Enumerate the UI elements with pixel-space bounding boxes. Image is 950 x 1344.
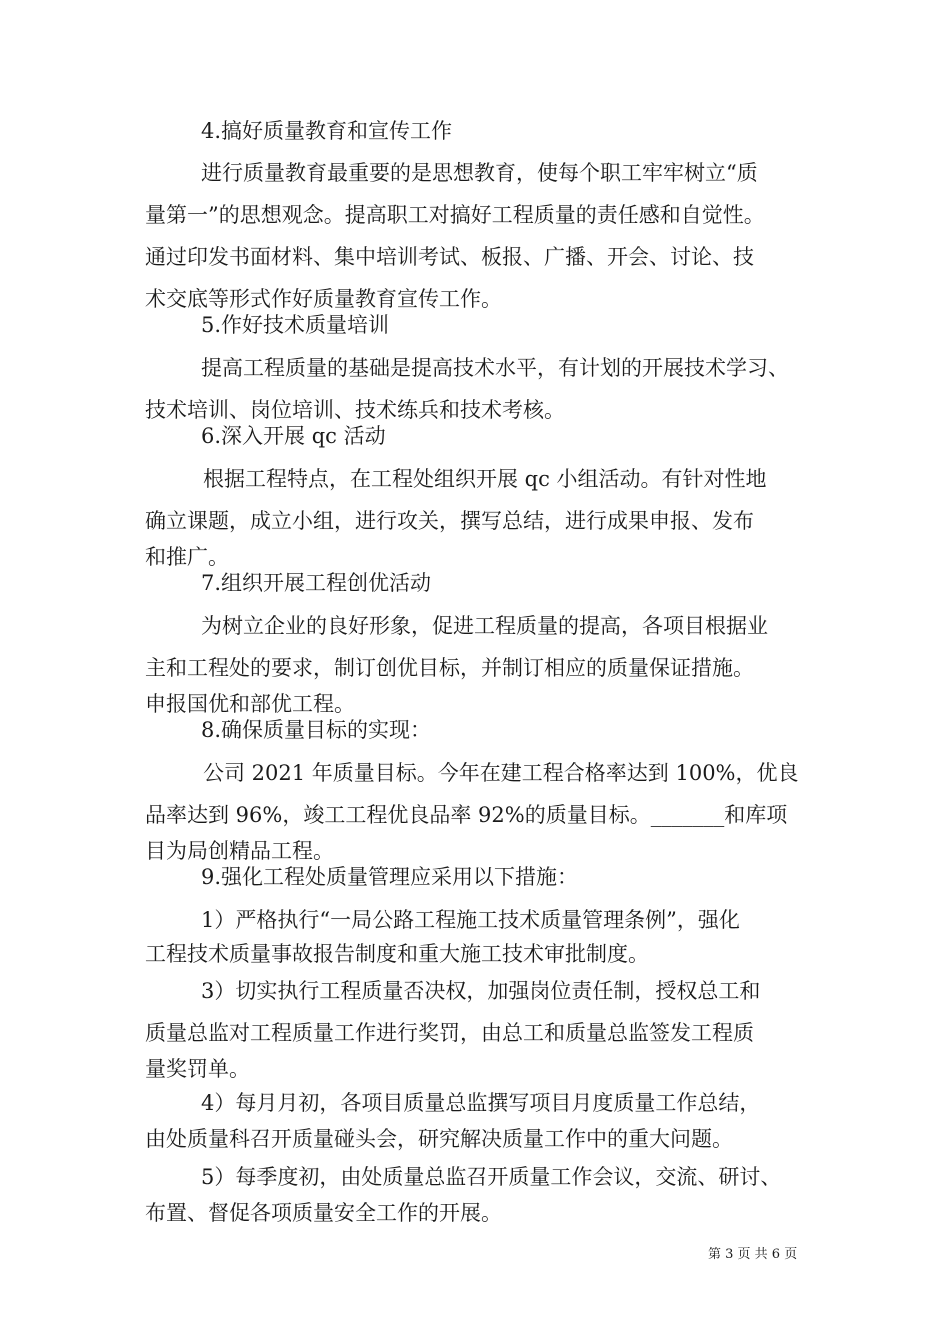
paragraph-line: 和推广。 bbox=[145, 545, 229, 569]
paragraph-line: 进行质量教育最重要的是思想教育，使每个职工牢牢树立“质 bbox=[201, 161, 758, 185]
paragraph-line: 5）每季度初，由处质量总监召开质量工作会议，交流、研讨、 bbox=[201, 1165, 782, 1189]
heading-7: 7.组织开展工程创优活动 bbox=[201, 571, 432, 595]
paragraph-line: 工程技术质量事故报告制度和重大施工技术审批制度。 bbox=[145, 942, 649, 966]
paragraph-line: 确立课题，成立小组，进行攻关，撰写总结，进行成果申报、发布 bbox=[145, 509, 754, 533]
heading-5: 5.作好技术质量培训 bbox=[201, 313, 390, 337]
paragraph-line: 品率达到 96%，竣工工程优良品率 92%的质量目标。_______和库项 bbox=[145, 803, 788, 827]
paragraph-line: 质量总监对工程质量工作进行奖罚，由总工和质量总监签发工程质 bbox=[145, 1021, 754, 1045]
paragraph-line: 术交底等形式作好质量教育宣传工作。 bbox=[145, 287, 502, 311]
paragraph-line: 通过印发书面材料、集中培训考试、板报、广播、开会、讨论、技 bbox=[145, 245, 754, 269]
paragraph-line: 1）严格执行“一局公路工程施工技术质量管理条例”，强化 bbox=[201, 908, 740, 932]
paragraph-line: 主和工程处的要求，制订创优目标，并制订相应的质量保证措施。 bbox=[145, 656, 754, 680]
heading-8: 8.确保质量目标的实现： bbox=[201, 718, 432, 742]
page-number: 第 3 页 共 6 页 bbox=[708, 1247, 798, 1262]
paragraph-line: 申报国优和部优工程。 bbox=[145, 692, 355, 716]
paragraph-line: 公司 2021 年质量目标。今年在建工程合格率达到 100%，优良 bbox=[203, 761, 799, 785]
heading-4: 4.搞好质量教育和宣传工作 bbox=[201, 119, 453, 143]
heading-6: 6.深入开展 qc 活动 bbox=[201, 424, 386, 448]
heading-9: 9.强化工程处质量管理应采用以下措施： bbox=[201, 865, 579, 889]
paragraph-line: 由处质量科召开质量碰头会，研究解决质量工作中的重大问题。 bbox=[145, 1127, 733, 1151]
paragraph-line: 为树立企业的良好形象，促进工程质量的提高，各项目根据业 bbox=[201, 614, 768, 638]
paragraph-line: 根据工程特点，在工程处组织开展 qc 小组活动。有针对性地 bbox=[203, 467, 767, 491]
paragraph-line: 技术培训、岗位培训、技术练兵和技术考核。 bbox=[145, 398, 565, 422]
paragraph-line: 量第一”的思想观念。提高职工对搞好工程质量的责任感和自觉性。 bbox=[145, 203, 765, 227]
paragraph-line: 提高工程质量的基础是提高技术水平，有计划的开展技术学习、 bbox=[201, 356, 789, 380]
paragraph-line: 量奖罚单。 bbox=[145, 1057, 250, 1081]
paragraph-line: 4）每月月初，各项目质量总监撰写项目月度质量工作总结， bbox=[201, 1091, 761, 1115]
paragraph-line: 布置、督促各项质量安全工作的开展。 bbox=[145, 1201, 502, 1225]
paragraph-line: 3）切实执行工程质量否决权，加强岗位责任制，授权总工和 bbox=[201, 979, 761, 1003]
paragraph-line: 目为局创精品工程。 bbox=[145, 839, 334, 863]
